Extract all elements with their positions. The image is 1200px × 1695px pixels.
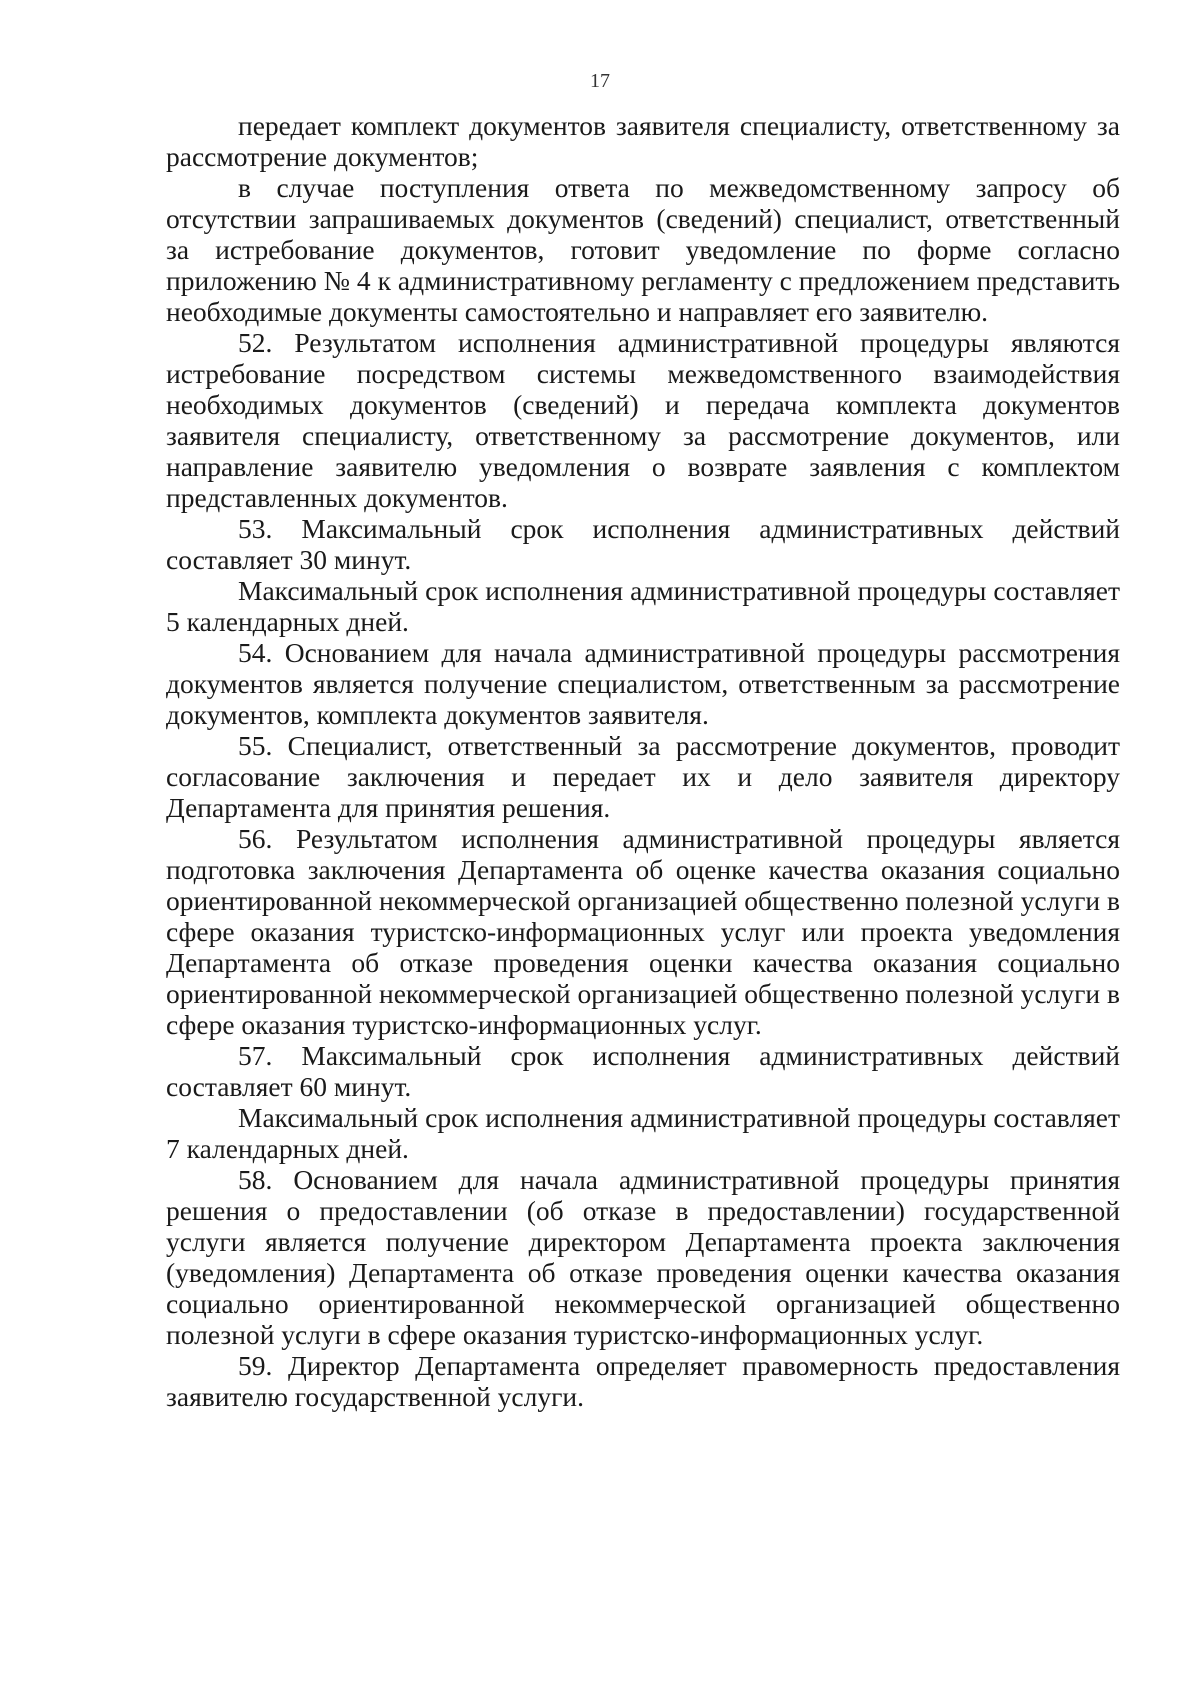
paragraph-53-max-term: Максимальный срок исполнения административной процедуры составляет 5 календарных дней. bbox=[166, 575, 1120, 637]
paragraph-53: 53. Максимальный срок исполнения административных действий составляет 30 минут. bbox=[166, 513, 1120, 575]
paragraph-57: 57. Максимальный срок исполнения административных действий составляет 60 минут. bbox=[166, 1040, 1120, 1102]
paragraph-58: 58. Основанием для начала административной процедуры принятия решения о предоставлении (об отказе в предоставлении) государственной услуги является получение директором Департамента проекта заключения (уведомления) Департамента об отказе проведения оценки качества оказания социально ориентированной некоммерческой организацией общественно полезной услуги в сфере оказания туристско-информационных услуг. bbox=[166, 1164, 1120, 1350]
paragraph-missing-documents-notice: в случае поступления ответа по межведомственному запросу об отсутствии запрашиваемых документов (сведений) специалист, ответственный за истребование документов, готовит уведомление по форме согласно приложению № 4 к административному регламенту с предложением представить необходимые документы самостоятельно и направляет его заявителю. bbox=[166, 172, 1120, 327]
paragraph-59: 59. Директор Департамента определяет правомерность предоставления заявителю государственной услуги. bbox=[166, 1350, 1120, 1412]
page-number: 17 bbox=[590, 70, 610, 92]
paragraph-55: 55. Специалист, ответственный за рассмотрение документов, проводит согласование заключения и передает их и дело заявителя директору Департамента для принятия решения. bbox=[166, 730, 1120, 823]
paragraph-56: 56. Результатом исполнения административной процедуры является подготовка заключения Департамента об оценке качества оказания социально ориентированной некоммерческой организацией общественно полезной услуги в сфере оказания туристско-информационных услуг или проекта уведомления Департамента об отказе проведения оценки качества оказания социально ориентированной некоммерческой организацией общественно полезной услуги в сфере оказания туристско-информационных услуг. bbox=[166, 823, 1120, 1040]
paragraph-57-max-term: Максимальный срок исполнения административной процедуры составляет 7 календарных дней. bbox=[166, 1102, 1120, 1164]
paragraph-54: 54. Основанием для начала административной процедуры рассмотрения документов является получение специалистом, ответственным за рассмотрение документов, комплекта документов заявителя. bbox=[166, 637, 1120, 730]
document-body bbox=[166, 110, 1120, 1412]
paragraph-52: 52. Результатом исполнения административной процедуры являются истребование посредством системы межведомственного взаимодействия необходимых документов (сведений) и передача комплекта документов заявителя специалисту, ответственному за рассмотрение документов, или направление заявителю уведомления о возврате заявления с комплектом представленных документов. bbox=[166, 327, 1120, 513]
paragraph-transfer-documents: передает комплект документов заявителя специалисту, ответственному за рассмотрение документов; bbox=[166, 110, 1120, 172]
